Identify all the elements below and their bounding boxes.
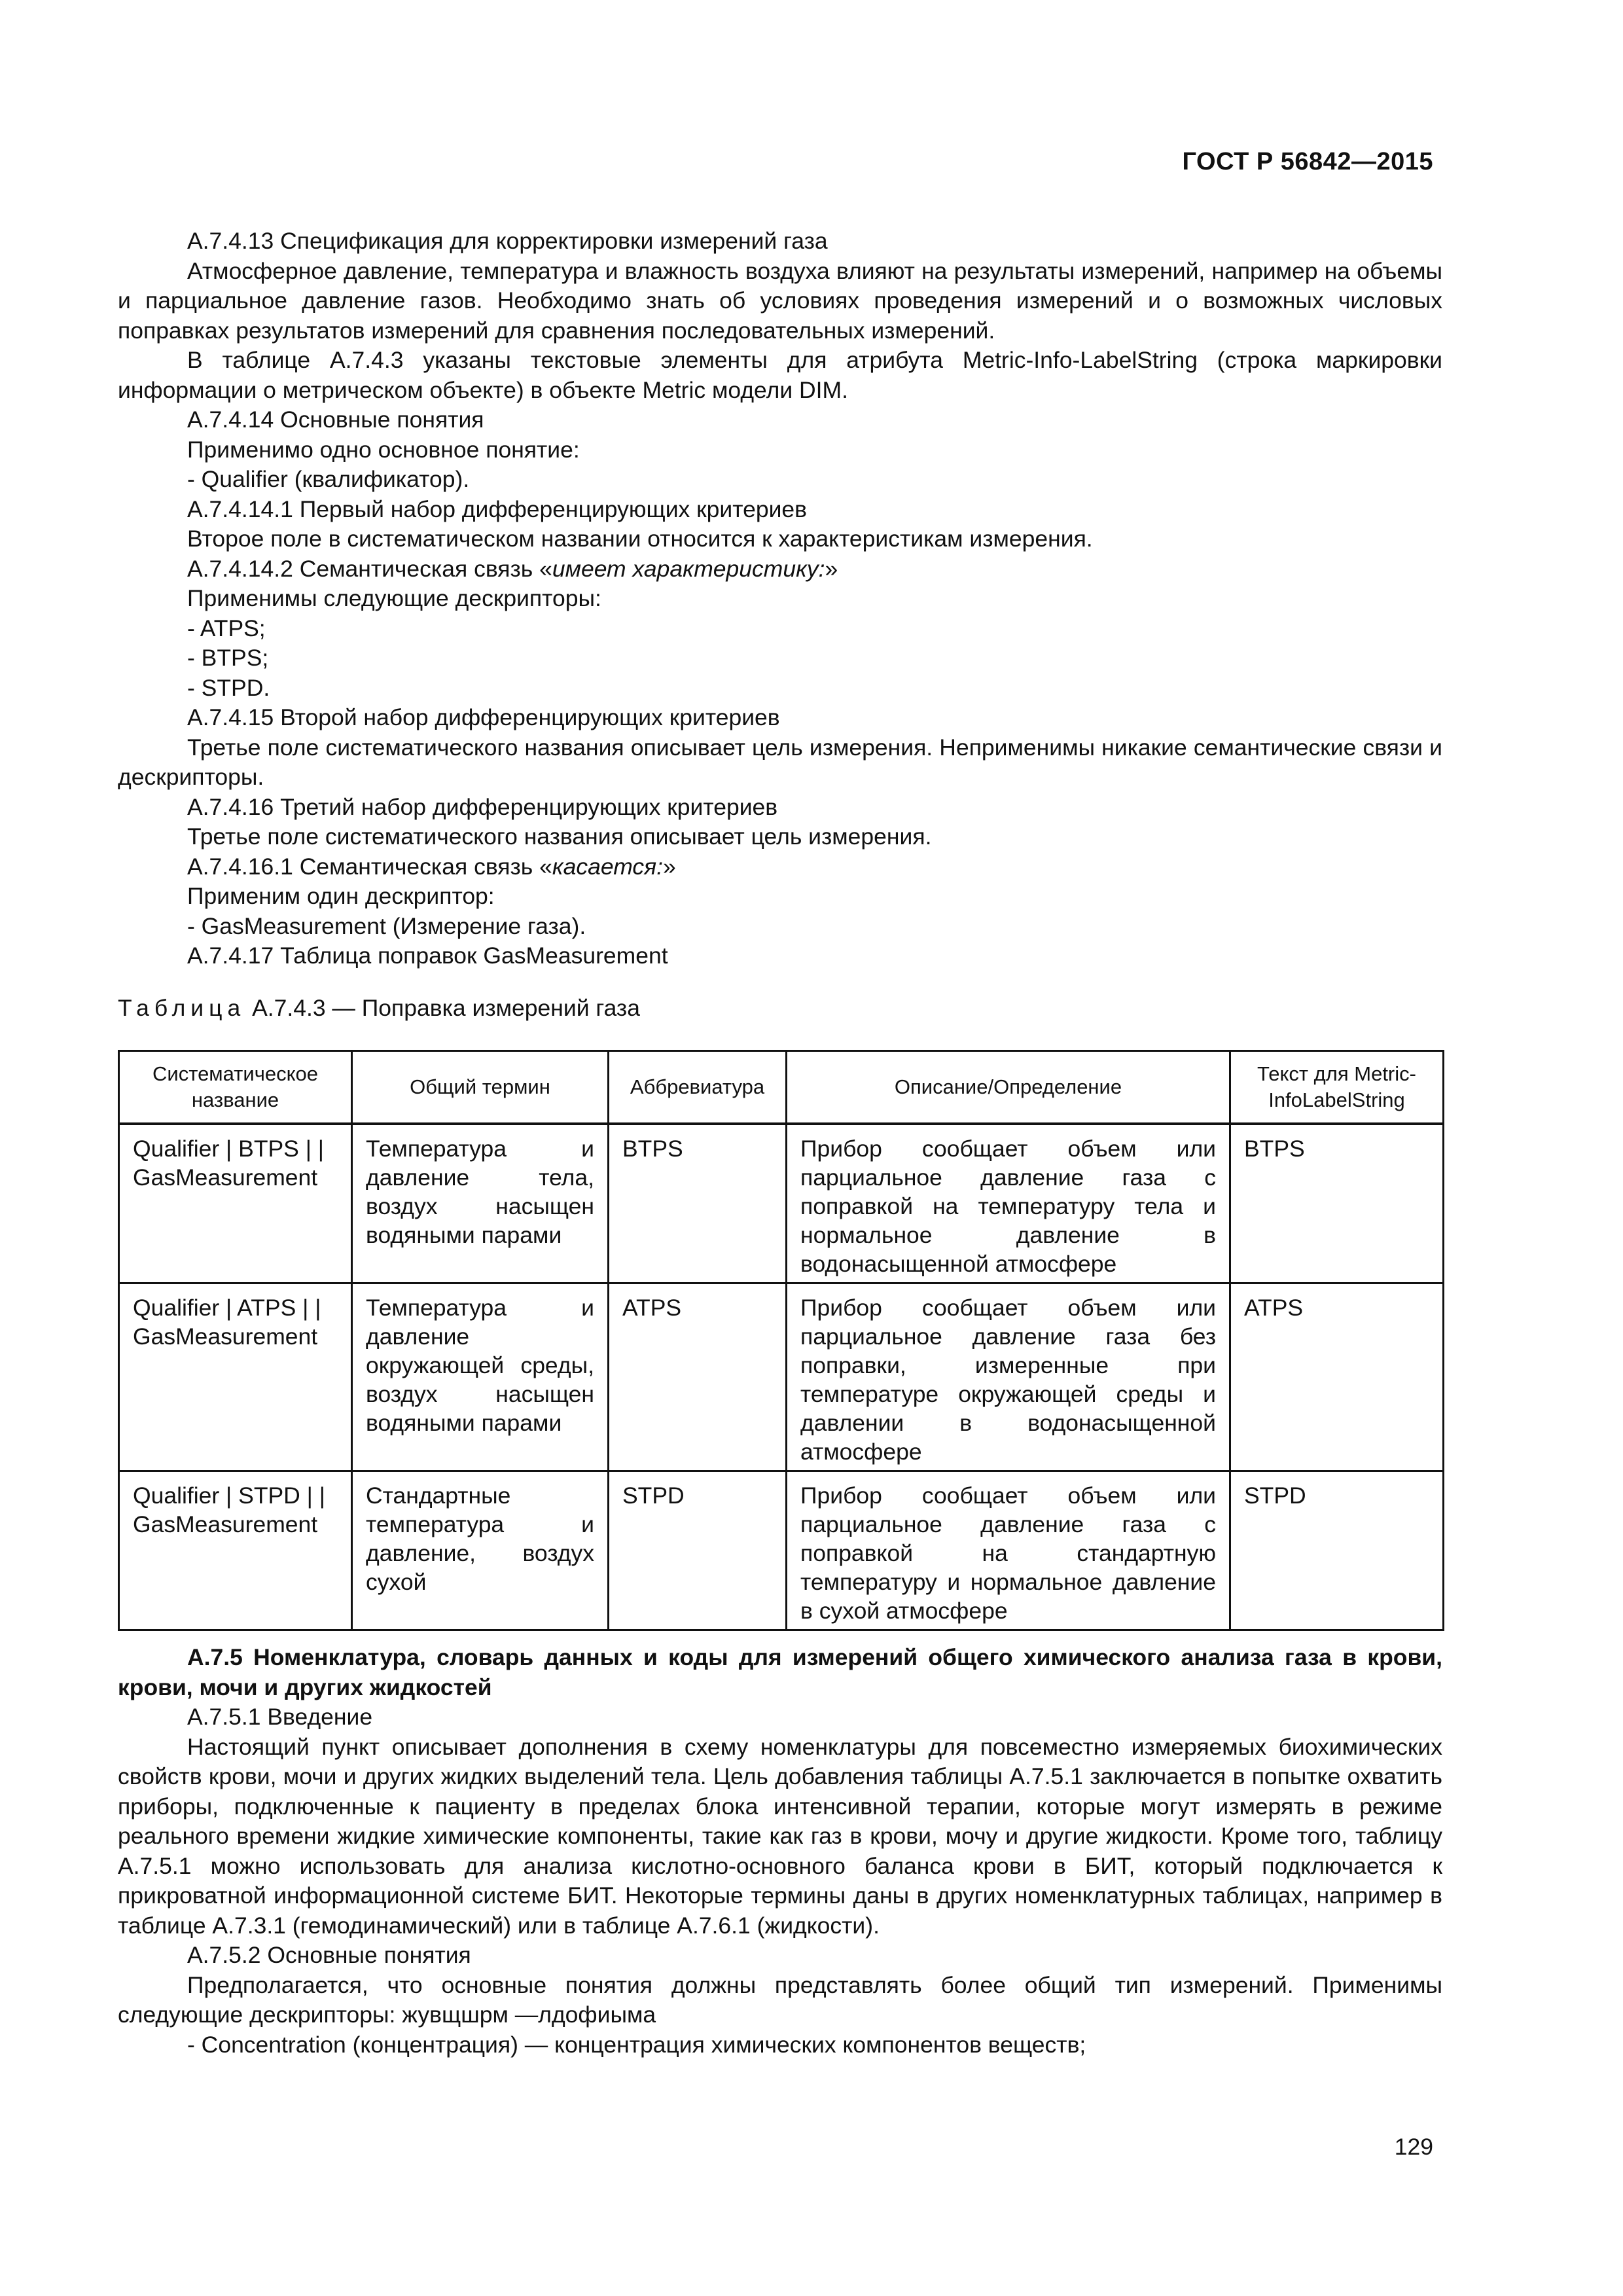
column-header: Описание/Определение [787,1051,1230,1124]
paragraph: Применим один дескриптор: [187,883,495,909]
table-cell: ATPS [1230,1283,1444,1471]
table-cell: Qualifier | ATPS | | GasMeasurement [119,1283,352,1471]
section-heading: А.7.4.17 Таблица поправок GasMeasurement [187,942,668,969]
table-row [119,1471,1444,1630]
table-cell: Температура и давление тела, воздух насыщен водяными парами [352,1124,609,1283]
heading-text: А.7.4.14.2 Семантическая связь « [187,555,552,582]
table-cell: Qualifier | STPD | | GasMeasurement [119,1471,352,1630]
italic-relation: имеет характеристику: [552,555,825,582]
table-row [119,1283,1444,1471]
section-heading [118,554,1442,584]
section-heading: А.7.5.2 Основные понятия [187,1942,471,1968]
table-header-row [119,1051,1444,1124]
standard-header: ГОСТ Р 56842—2015 [1182,148,1433,175]
section-heading: А.7.4.16 Третий набор дифференцирующих критериев [187,793,778,820]
table-caption [118,995,640,1022]
column-header: Аббревиатура [609,1051,787,1124]
section-heading: А.7.4.13 Спецификация для корректировки измерений газа [187,228,828,254]
paragraph: Третье поле систематического названия описывает цель измерения. Неприменимы никакие семантические связи и дескрипторы. [118,734,1442,790]
table-cell: STPD [1230,1471,1444,1630]
table-cell: Стандартные температура и давление, воздух сухой [352,1471,609,1630]
table-cell: ATPS [609,1283,787,1471]
paragraph: Атмосферное давление, температура и влажность воздуха влияют на результаты измерений, например на объемы и парциальное давление газов. Необходимо знать об условиях проведения измерений и о возможных числовых поправках результатов измерений для сравнения последовательных измерений. [118,257,1442,344]
column-header: Общий термин [352,1051,609,1124]
section-heading [118,852,1442,882]
closing-quote: » [662,853,676,880]
correction-table [118,1050,1444,1631]
table-cell: BTPS [1230,1124,1444,1283]
paragraph: Третье поле систематического названия описывает цель измерения. [187,823,932,850]
table-cell: Прибор сообщает объем или парциальное давление газа с поправкой на температуру тела и нормальное давление в водонасыщенной атмосфере [787,1124,1230,1283]
table-caption-word: Таблица [118,995,246,1021]
table-cell: BTPS [609,1124,787,1283]
table-cell: Qualifier | BTPS | | GasMeasurement [119,1124,352,1283]
section-heading: А.7.4.14.1 Первый набор дифференцирующих критериев [187,495,808,522]
heading-text: А.7.4.16.1 Семантическая связь « [187,853,552,880]
italic-relation: касается: [552,853,663,880]
paragraph: Настоящий пункт описывает дополнения в схему номенклатуры для повсеместно измеряемых биохимических свойств крови, мочи и других жидких выделений тела. Цель добавления таблицы А.7.5.1 заключается в попытке охватить приборы, подключенные к пациенту в пределах блока интенсивной терапии, которые могут измерять в режиме реального времени жидкие химические компоненты, такие как газ в крови, мочу и другие жидкости. Кроме того, таблицу А.7.5.1 можно использовать для анализа кислотно-основного баланса крови в БИТ, который подключается к прикроватной информационной системе БИТ. Некоторые термины даны в других номенклатурных таблицах, например в таблице А.7.3.1 (гемодинамический) или в таблице А.7.6.1 (жидкости). [118,1733,1442,1939]
section-title: А.7.5 Номенклатура, словарь данных и коды для измерений общего химического анализа газа в крови, крови, мочи и других жидкостей [118,1644,1442,1700]
closing-quote: » [825,555,838,582]
list-item: - Qualifier (квалификатор). [187,466,470,492]
paragraph: Предполагается, что основные понятия должны представлять более общий тип измерений. Применимы следующие дескрипторы: жувщшрм —лдофиыма [118,1971,1442,2028]
table-cell: STPD [609,1471,787,1630]
list-item: - Concentration (концентрация) — концентрация химических компонентов веществ; [187,2031,1086,2058]
table-cell: Температура и давление окружающей среды, воздух насыщен водяными парами [352,1283,609,1471]
section-heading: А.7.4.14 Основные понятия [187,406,484,433]
section-heading: А.7.5.1 Введение [187,1704,373,1730]
paragraph: Применимо одно основное понятие: [187,436,580,463]
table-caption-title: А.7.4.3 — Поправка измерений газа [245,995,640,1021]
body-text-bottom [118,1643,1442,2060]
page-number: 129 [1394,2134,1433,2160]
paragraph: Применимы следующие дескрипторы: [187,585,601,611]
body-text-top [118,226,1442,971]
table-cell: Прибор сообщает объем или парциальное давление газа с поправкой на стандартную температуру и нормальное давление в сухой атмосфере [787,1471,1230,1630]
table-row [119,1124,1444,1283]
list-item: - GasMeasurement (Измерение газа). [187,912,586,939]
list-item: - ATPS; [187,615,266,641]
section-heading: А.7.4.15 Второй набор дифференцирующих критериев [187,704,780,730]
list-item: - BTPS; [187,645,269,671]
column-header: Систематическое название [119,1051,352,1124]
paragraph: В таблице А.7.4.3 указаны текстовые элементы для атрибута Metric-Info-LabelString (строка маркировки информации о метрическом объекте) в объекте Metric модели DIM. [118,347,1442,403]
list-item: - STPD. [187,674,270,701]
table-cell: Прибор сообщает объем или парциальное давление газа без поправки, измеренные при температуре окружающей среды и давлении в водонасыщенной атмосфере [787,1283,1230,1471]
paragraph: Второе поле в систематическом названии относится к характеристикам измерения. [187,526,1093,552]
column-header: Текст для Metric-InfoLabelString [1230,1051,1444,1124]
